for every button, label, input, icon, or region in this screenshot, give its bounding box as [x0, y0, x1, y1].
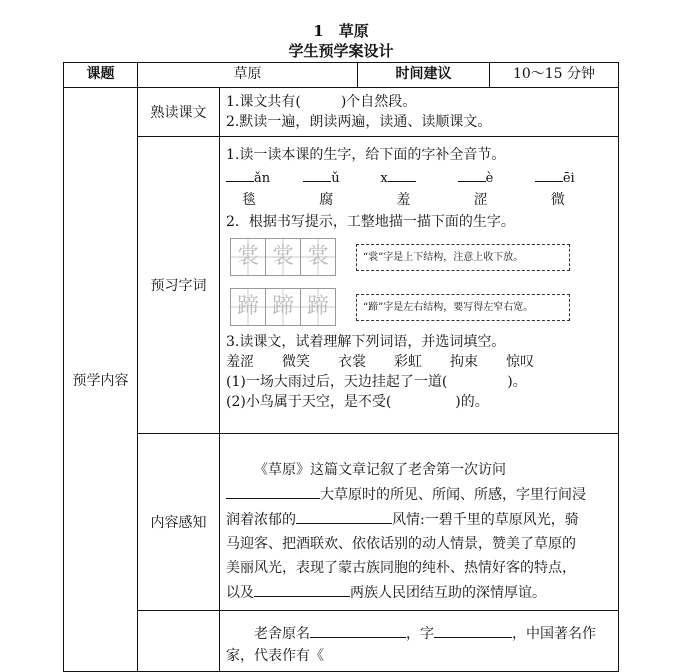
sentence2-b: )的。 [455, 394, 489, 410]
content-line1: 《草原》这篇文章记叙了老舍第一次访问 [254, 462, 506, 478]
trace-block-2 [230, 288, 612, 326]
vocab-label: 预习字词 [138, 137, 220, 434]
sentence2-a: (2)小鸟属于天空，是不受( [226, 394, 392, 410]
trace-box: 蹄 [231, 289, 266, 325]
worksheet-title: 学生预学案设计 [288, 42, 394, 60]
vocab-content [220, 137, 618, 416]
word: 惊叹 [506, 354, 534, 370]
pinyin-part: ǔ [331, 171, 340, 186]
vocab-row [64, 137, 619, 434]
vocab-q1: 1.读一读本课的生字，给下面的字补全音节。 [226, 147, 506, 163]
word: 微笑 [282, 354, 310, 370]
word: 拘束 [450, 354, 478, 370]
pinyin-blank[interactable] [458, 167, 486, 182]
char: 腐 [319, 192, 334, 208]
content-text [220, 434, 618, 609]
content-line5: 美丽风光，表现了蒙古族同胞的纯朴、热情好客的特点， [226, 560, 576, 576]
pinyin-blank[interactable] [226, 167, 254, 182]
writing-tip-2: “蹄”字是左右结构，要写得左窄右宽。 [356, 294, 570, 321]
content-row [64, 434, 619, 611]
pinyin-part: x [380, 171, 388, 186]
content-line3-a: 润着浓郁的 [226, 512, 296, 528]
reading-content [220, 88, 618, 136]
char: 毯 [242, 192, 256, 208]
content-line3-b: 风情:一碧千里的草原风光，骑 [392, 512, 579, 528]
lesson-title: 1 草原 [313, 22, 369, 40]
preview-table [63, 62, 619, 672]
author-line-b: ，字 [406, 626, 434, 642]
content-line4: 马迎客、把酒联欢、依依话别的动人情景，赞美了草原的 [226, 536, 576, 552]
content-line2: 大草原时的所见、所闻、所感，字里行间浸 [320, 487, 586, 503]
author-blank-1[interactable] [310, 621, 406, 638]
author-content [220, 611, 618, 670]
author-row [64, 611, 619, 672]
pinyin-blank[interactable] [303, 167, 331, 182]
writing-tip-1: “裳”字是上下结构，注意上收下放。 [356, 244, 570, 271]
pinyin-blank[interactable] [535, 167, 563, 182]
char: 涩 [473, 192, 488, 208]
pinyin-row [226, 167, 612, 189]
trace-block-1 [230, 238, 612, 276]
word-bank [226, 352, 612, 372]
word: 彩虹 [394, 354, 422, 370]
content-blank-2[interactable] [296, 507, 392, 524]
content-blank-3[interactable] [254, 580, 350, 597]
header-row [64, 63, 619, 88]
reading-label: 熟读课文 [138, 88, 220, 137]
trace-box: 裳 [266, 239, 301, 275]
pinyin-part: ēi [562, 171, 575, 186]
char: 羞 [396, 192, 411, 208]
pinyin-part: è [485, 171, 494, 186]
reading-line1-b: )个自然段。 [340, 94, 417, 110]
pinyin-part: ǎn [254, 171, 271, 186]
pinyin-blank[interactable] [388, 167, 416, 182]
sentence1-b: )。 [507, 374, 527, 390]
content-label: 内容感知 [138, 434, 220, 611]
content-blank-1[interactable] [226, 482, 320, 499]
content-line6-a: 以及 [226, 585, 254, 601]
char-row [226, 190, 612, 210]
trace-box: 裳 [231, 239, 266, 275]
reading-line2: 2.默读一遍，朗读两遍，读通、读顺课文。 [226, 114, 492, 130]
time-value: 10～15 分钟 [490, 63, 619, 88]
trace-box: 蹄 [301, 289, 335, 325]
sentence1-a: (1)一场大雨过后，天边挂起了一道( [226, 374, 448, 390]
char: 微 [550, 192, 565, 208]
vocab-q3: 3.读课文，试着理解下列词语，并选词填空。 [226, 334, 506, 350]
topic-value: 草原 [138, 63, 358, 88]
author-line-c: ，中国著名作 [512, 626, 596, 642]
trace-box: 蹄 [266, 289, 301, 325]
author-label [138, 611, 220, 672]
section-label: 预学内容 [64, 88, 138, 672]
topic-label: 课题 [64, 63, 138, 88]
author-line-a: 老舍原名 [254, 626, 310, 642]
trace-grid-2[interactable] [230, 288, 336, 326]
trace-grid-1[interactable] [230, 238, 336, 276]
trace-box: 裳 [301, 239, 335, 275]
author-line2: 家，代表作有《 [226, 648, 324, 664]
reading-row [64, 88, 619, 137]
author-blank-2[interactable] [434, 621, 512, 638]
vocab-q2: 2．根据书写提示，工整地描一描下面的生字。 [226, 214, 515, 230]
reading-line1-a: 1.课文共有( [226, 94, 301, 110]
time-label: 时间建议 [358, 63, 490, 88]
content-line6-b: 两族人民团结互助的深情厚谊。 [350, 585, 546, 601]
word: 羞涩 [226, 354, 254, 370]
word: 衣裳 [338, 354, 366, 370]
